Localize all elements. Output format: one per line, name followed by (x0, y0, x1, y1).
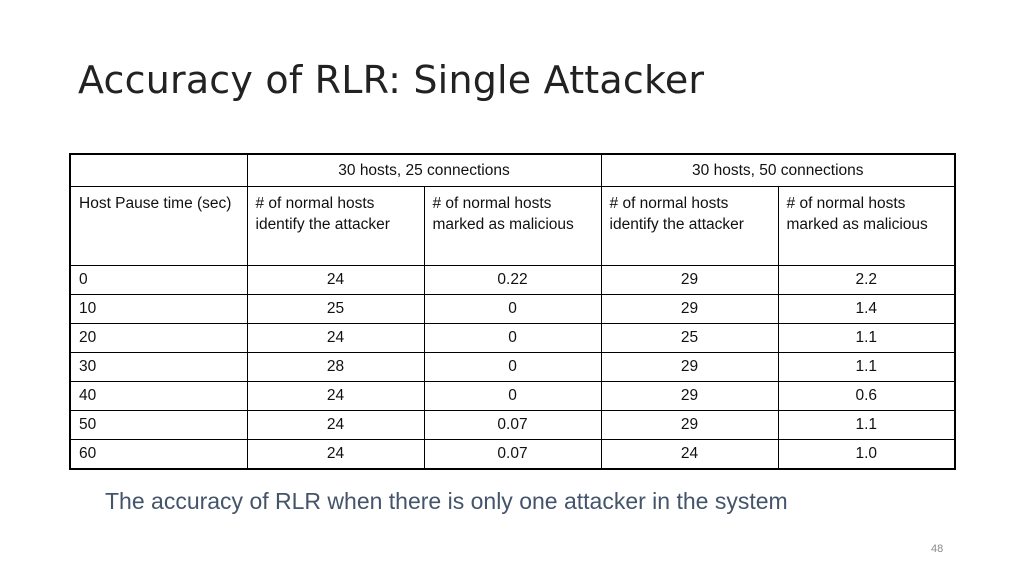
table-cell: 29 (601, 295, 778, 324)
table-cell: 29 (601, 353, 778, 382)
table-cell: 29 (601, 411, 778, 440)
table-cell: 24 (247, 411, 424, 440)
column-header-row (70, 187, 955, 266)
table-cell: 24 (247, 440, 424, 470)
column-header: # of normal hosts marked as malicious (778, 187, 955, 266)
table-cell: 24 (247, 382, 424, 411)
slide-title: Accuracy of RLR: Single Attacker (78, 58, 705, 102)
pause-time-cell: 0 (70, 266, 247, 295)
table-row (70, 382, 955, 411)
column-header: # of normal hosts marked as malicious (424, 187, 601, 266)
table-cell: 1.1 (778, 353, 955, 382)
table-row (70, 266, 955, 295)
table-cell: 25 (601, 324, 778, 353)
table-cell: 25 (247, 295, 424, 324)
table-row (70, 440, 955, 470)
table-cell: 29 (601, 266, 778, 295)
table-cell: 2.2 (778, 266, 955, 295)
pause-time-cell: 30 (70, 353, 247, 382)
table-cell: 0.22 (424, 266, 601, 295)
table-cell: 29 (601, 382, 778, 411)
pause-time-cell: 60 (70, 440, 247, 470)
column-header: # of normal hosts identify the attacker (247, 187, 424, 266)
table-cell: 1.4 (778, 295, 955, 324)
table-cell: 0 (424, 382, 601, 411)
table-cell: 0.07 (424, 440, 601, 470)
results-table (69, 153, 956, 470)
table-row (70, 324, 955, 353)
pause-time-cell: 40 (70, 382, 247, 411)
pause-time-cell: 10 (70, 295, 247, 324)
table-caption: The accuracy of RLR when there is only one attacker in the system (105, 488, 788, 514)
column-header: Host Pause time (sec) (70, 187, 247, 266)
page-number: 48 (931, 543, 944, 555)
group-header-50-connections: 30 hosts, 50 connections (601, 154, 955, 187)
table-cell: 0 (424, 295, 601, 324)
table-row (70, 411, 955, 440)
table-cell: 1.0 (778, 440, 955, 470)
table-cell: 1.1 (778, 411, 955, 440)
table-row (70, 295, 955, 324)
table-row (70, 353, 955, 382)
empty-corner-cell (70, 154, 247, 187)
pause-time-cell: 20 (70, 324, 247, 353)
table-cell: 24 (601, 440, 778, 470)
group-header-row (70, 154, 955, 187)
table-cell: 0 (424, 324, 601, 353)
group-header-25-connections: 30 hosts, 25 connections (247, 154, 601, 187)
table-cell: 0 (424, 353, 601, 382)
table-cell: 28 (247, 353, 424, 382)
table-cell: 24 (247, 324, 424, 353)
table-cell: 0.6 (778, 382, 955, 411)
table-cell: 0.07 (424, 411, 601, 440)
table-cell: 1.1 (778, 324, 955, 353)
pause-time-cell: 50 (70, 411, 247, 440)
column-header: # of normal hosts identify the attacker (601, 187, 778, 266)
table-cell: 24 (247, 266, 424, 295)
